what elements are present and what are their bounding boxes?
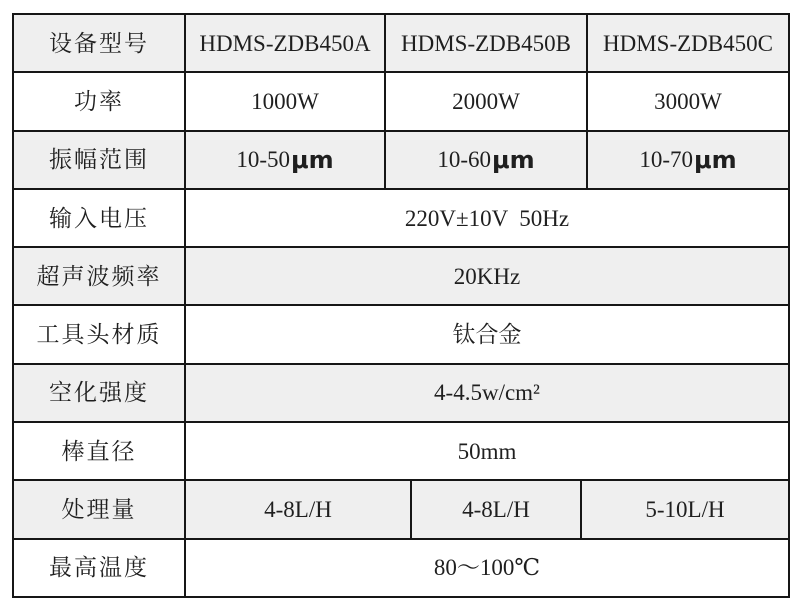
spec-cell-voltage: 220V±10V 50Hz	[184, 190, 788, 246]
table-row-max-temperature	[14, 538, 788, 596]
spec-cell-throughput-a: 4-8L/H	[184, 481, 410, 537]
spec-cell-power-a: 1000W	[184, 73, 384, 129]
spec-cell-diameter: 50mm	[184, 423, 788, 479]
spec-cell-frequency: 20KHz	[184, 248, 788, 304]
row-label: 超声波频率	[36, 263, 162, 289]
row-label: 设备型号	[49, 30, 149, 56]
table-row-cavitation-intensity	[14, 363, 788, 421]
spec-cell-model-a: HDMS-ZDB450A	[184, 15, 384, 71]
table-row-power	[14, 71, 788, 129]
amplitude-value: 10-60	[437, 147, 491, 173]
spec-cell-amplitude-a	[184, 132, 384, 188]
row-label: 功率	[74, 88, 124, 114]
amplitude-unit: μm	[694, 145, 737, 174]
row-label: 工具头材质	[36, 322, 162, 348]
spec-cell-power-b: 2000W	[384, 73, 586, 129]
row-label: 最高温度	[49, 555, 149, 581]
table-row-throughput	[14, 479, 788, 537]
spec-cell-temperature: 80～100℃	[184, 540, 788, 596]
table-row-tool-head-material	[14, 304, 788, 362]
amplitude-value: 10-50	[236, 147, 290, 173]
amplitude-value: 10-70	[639, 147, 693, 173]
row-label: 输入电压	[49, 205, 149, 231]
spec-cell-throughput-c: 5-10L/H	[580, 481, 788, 537]
spec-cell-material: 钛合金	[184, 306, 788, 362]
row-label: 处理量	[61, 497, 137, 523]
spec-cell-amplitude-b	[384, 132, 586, 188]
table-row-rod-diameter	[14, 421, 788, 479]
spec-cell-model-b: HDMS-ZDB450B	[384, 15, 586, 71]
table-row-input-voltage	[14, 188, 788, 246]
amplitude-unit: μm	[492, 145, 535, 174]
spec-cell-power-c: 3000W	[586, 73, 788, 129]
amplitude-unit: μm	[291, 145, 334, 174]
table-row-ultrasonic-frequency	[14, 246, 788, 304]
spec-cell-cavitation: 4-4.5w/cm²	[184, 365, 788, 421]
spec-table	[12, 13, 790, 598]
table-row-amplitude-range	[14, 130, 788, 188]
row-label: 振幅范围	[49, 147, 149, 173]
spec-cell-model-c: HDMS-ZDB450C	[586, 15, 788, 71]
row-label: 空化强度	[49, 380, 149, 406]
spec-cell-amplitude-c	[586, 132, 788, 188]
spec-cell-throughput-b: 4-8L/H	[410, 481, 580, 537]
table-row-device-model	[14, 15, 788, 71]
row-label: 棒直径	[61, 438, 137, 464]
